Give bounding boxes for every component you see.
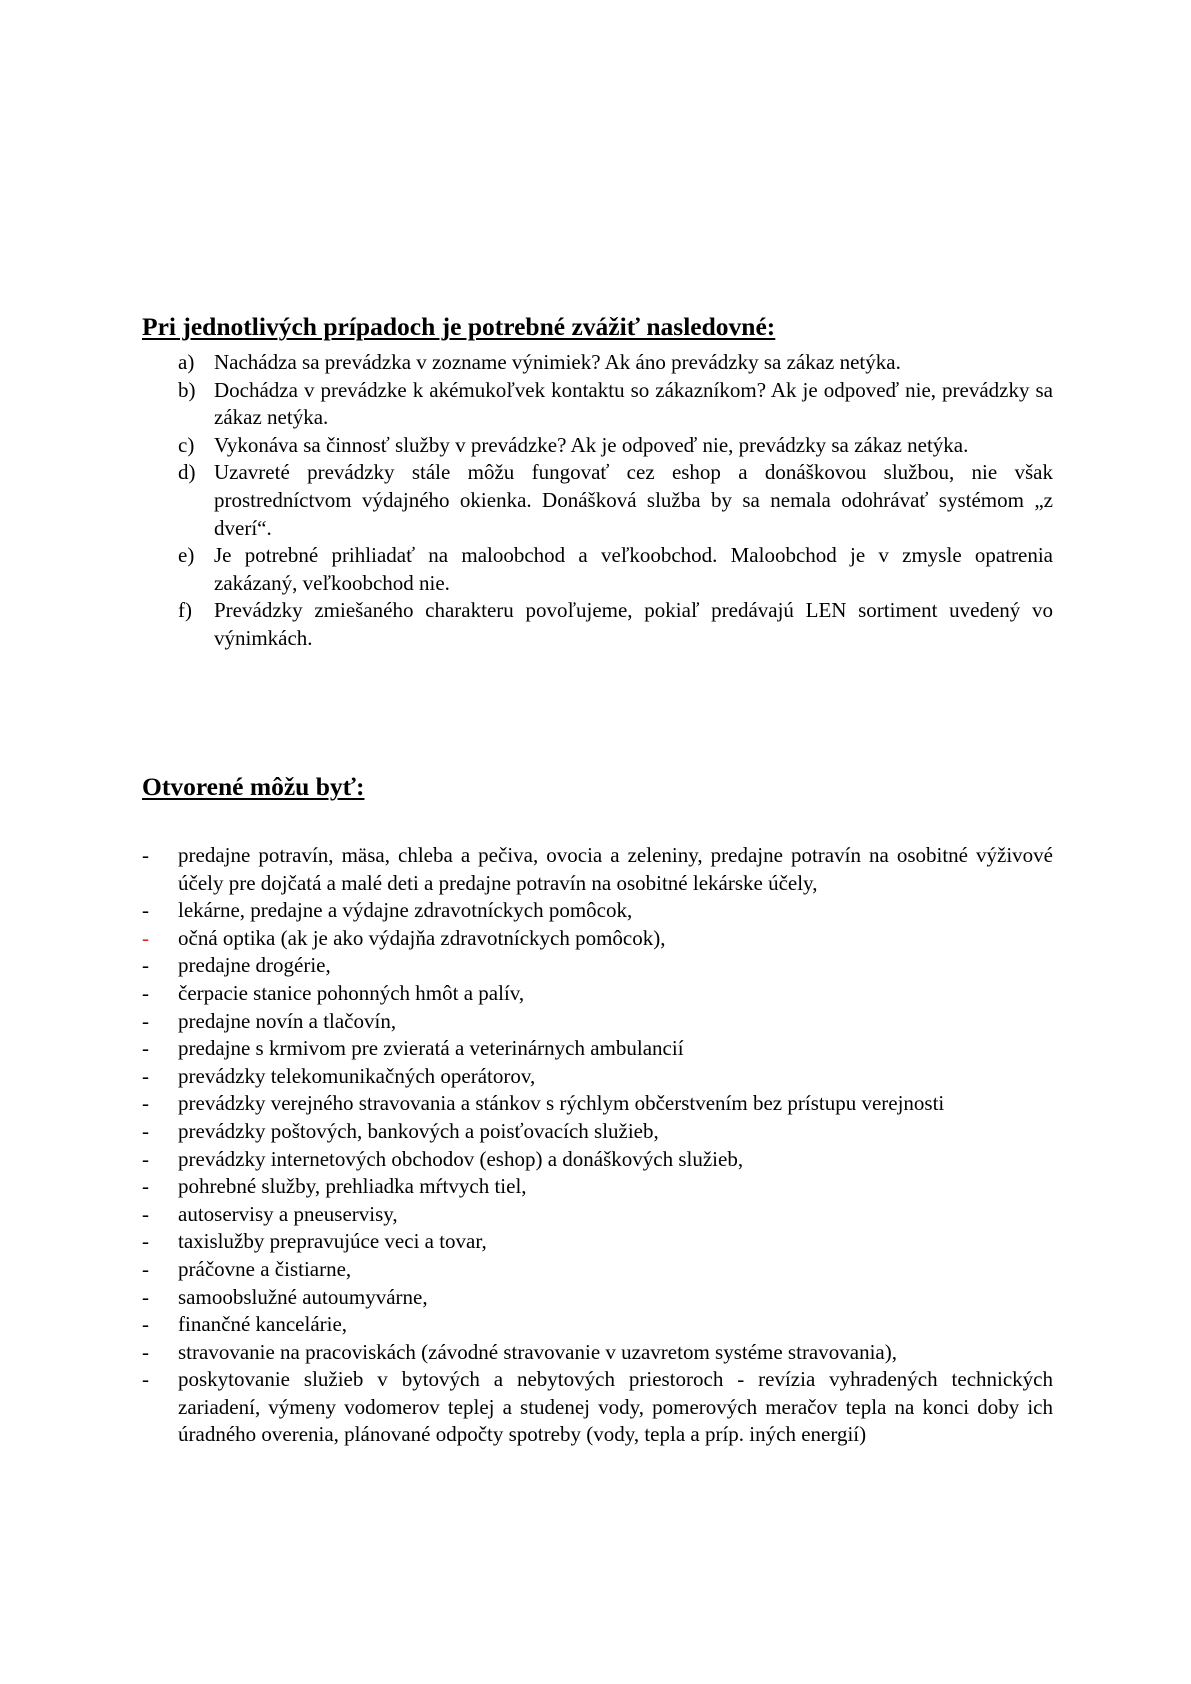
list-item bbox=[142, 952, 1053, 980]
list-item-text: predajne novín a tlačovín, bbox=[178, 1008, 397, 1033]
list-item-text: taxislužby prepravujúce veci a tovar, bbox=[178, 1229, 487, 1254]
list-marker: c) bbox=[178, 432, 195, 457]
list-item bbox=[142, 1118, 1053, 1146]
considerations-list bbox=[142, 349, 1053, 653]
list-dash: - bbox=[142, 1339, 149, 1364]
consideration-item bbox=[142, 542, 1053, 597]
list-item bbox=[142, 1256, 1053, 1284]
list-item bbox=[142, 842, 1053, 897]
list-item-text: prevádzky telekomunikačných operátorov, bbox=[178, 1063, 536, 1088]
list-dash: - bbox=[142, 1118, 149, 1143]
list-dash: - bbox=[142, 1091, 149, 1116]
consideration-text: Vykonáva sa činnosť služby v prevádzke? Ak je odpoveď nie, prevádzky sa zákaz netýka. bbox=[214, 432, 969, 457]
list-marker: d) bbox=[178, 460, 196, 485]
section-2-heading: Otvorené môžu byť: bbox=[142, 772, 365, 801]
list-item-text: stravovanie na pracoviskách (závodné stravovanie v uzavretom systéme stravovania), bbox=[178, 1339, 897, 1364]
list-dash: - bbox=[142, 1256, 149, 1281]
list-item bbox=[142, 1339, 1053, 1367]
list-item bbox=[142, 1146, 1053, 1174]
list-marker: f) bbox=[178, 598, 192, 623]
list-item-text: predajne s krmivom pre zvieratá a veterinárnych ambulancií bbox=[178, 1036, 684, 1061]
consideration-text: Uzavreté prevádzky stále môžu fungovať cez eshop a donáškovou službou, nie však prostredníctvom výdajného okienka. Donášková služba by sa nemala odohrávať systémom „z dverí“. bbox=[214, 460, 1053, 540]
list-dash: - bbox=[142, 1201, 149, 1226]
list-item bbox=[142, 1063, 1053, 1091]
list-item bbox=[142, 925, 1053, 953]
list-dash: - bbox=[142, 1312, 149, 1337]
list-dash: - bbox=[142, 1036, 149, 1061]
list-item bbox=[142, 1201, 1053, 1229]
list-item bbox=[142, 1173, 1053, 1201]
list-dash: - bbox=[142, 1146, 149, 1171]
consideration-text: Prevádzky zmiešaného charakteru povoľujeme, pokiaľ predávajú LEN sortiment uvedený vo výnimkách. bbox=[214, 598, 1053, 650]
list-item-text: lekárne, predajne a výdajne zdravotníckych pomôcok, bbox=[178, 898, 633, 923]
list-dash: - bbox=[142, 980, 149, 1005]
list-item-text: finančné kancelárie, bbox=[178, 1312, 348, 1337]
list-item-text: očná optika (ak je ako výdajňa zdravotníckych pomôcok), bbox=[178, 925, 666, 950]
list-dash: - bbox=[142, 1174, 149, 1199]
list-dash: - bbox=[142, 1367, 149, 1392]
list-marker: b) bbox=[178, 377, 196, 402]
list-item-text: prevádzky internetových obchodov (eshop) a donáškových služieb, bbox=[178, 1146, 744, 1171]
consideration-text: Dochádza v prevádzke k akémukoľvek kontaktu so zákazníkom? Ak je odpoveď nie, prevádzky sa zákaz netýka. bbox=[214, 377, 1053, 430]
consideration-item bbox=[142, 377, 1053, 432]
list-dash: - bbox=[142, 925, 149, 950]
list-item bbox=[142, 1284, 1053, 1312]
list-item-text: autoservisy a pneuservisy, bbox=[178, 1201, 398, 1226]
consideration-item bbox=[142, 432, 1053, 460]
list-item bbox=[142, 897, 1053, 925]
list-item-text: poskytovanie služieb v bytových a nebytových priestoroch - revízia vyhradených technických zariadení, výmeny vodomerov teplej a studenej vody, pomerových meračov tepla na konci doby ich úradného overenia, plánované odpočty spotreby (vody, tepla a príp. iných energií) bbox=[178, 1367, 1053, 1447]
list-item bbox=[142, 1008, 1053, 1036]
list-item-text: pohrebné služby, prehliadka mŕtvych tiel, bbox=[178, 1174, 527, 1199]
list-dash: - bbox=[142, 1063, 149, 1088]
consideration-text: Je potrebné prihliadať na maloobchod a veľkoobchod. Maloobchod je v zmysle opatrenia zakázaný, veľkoobchod nie. bbox=[214, 543, 1053, 595]
list-item-text: predajne drogérie, bbox=[178, 953, 331, 978]
consideration-item bbox=[142, 349, 1053, 377]
list-dash: - bbox=[142, 1008, 149, 1033]
list-marker: a) bbox=[178, 350, 195, 374]
list-item-text: práčovne a čistiarne, bbox=[178, 1256, 352, 1281]
list-dash: - bbox=[142, 953, 149, 978]
list-item-text: predajne potravín, mäsa, chleba a pečiva, ovocia a zeleniny, predajne potravín na osobitné výživové účely pre dojčatá a malé deti a predajne potravín na osobitné lekárske účely, bbox=[178, 843, 1053, 895]
list-dash: - bbox=[142, 843, 149, 867]
list-dash: - bbox=[142, 1284, 149, 1309]
list-item bbox=[142, 1366, 1053, 1449]
allowed-businesses-list bbox=[142, 842, 1053, 1449]
list-item bbox=[142, 980, 1053, 1008]
list-dash: - bbox=[142, 898, 149, 923]
list-item bbox=[142, 1228, 1053, 1256]
list-item-text: samoobslužné autoumyvárne, bbox=[178, 1284, 428, 1309]
consideration-text: Nachádza sa prevádzka v zozname výnimiek? Ak áno prevádzky sa zákaz netýka. bbox=[214, 350, 901, 374]
consideration-item bbox=[142, 459, 1053, 542]
list-item-text: čerpacie stanice pohonných hmôt a palív, bbox=[178, 980, 525, 1005]
list-item bbox=[142, 1090, 1053, 1118]
list-dash: - bbox=[142, 1229, 149, 1254]
list-marker: e) bbox=[178, 543, 195, 568]
list-item-text: prevádzky verejného stravovania a stánkov s rýchlym občerstvením bez prístupu verejnosti bbox=[178, 1091, 945, 1116]
list-item-text: prevádzky poštových, bankových a poisťovacích služieb, bbox=[178, 1118, 659, 1143]
section-1-heading: Pri jednotlivých prípadoch je potrebné zvážiť nasledovné: bbox=[142, 312, 776, 341]
list-item bbox=[142, 1311, 1053, 1339]
consideration-item bbox=[142, 597, 1053, 652]
list-item bbox=[142, 1035, 1053, 1063]
